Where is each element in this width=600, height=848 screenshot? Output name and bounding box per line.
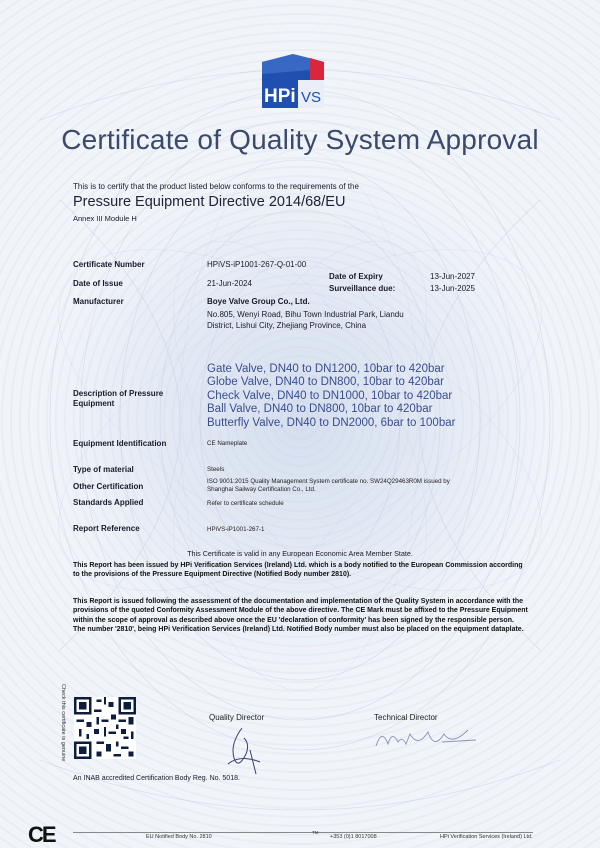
other-certification-label: Other Certification [73, 482, 144, 491]
type-of-material-label: Type of material [73, 465, 134, 474]
quality-director-signature [220, 724, 270, 776]
equipment-identification-label: Equipment Identification [73, 439, 167, 448]
manufacturer-address-line-2: District, Lishui City, Zhejiang Province, China [207, 321, 367, 330]
quality-director-title: Quality Director [209, 713, 265, 722]
validity-statement: This Certificate is valid in any European Economic Area Member State. [187, 549, 413, 558]
svg-text:HPi: HPi [264, 86, 296, 107]
footer-tm: TM [312, 830, 319, 835]
other-certification-line-1: ISO 9001:2015 Quality Management System certificate no. SW24Q29463R0M issued by [207, 478, 450, 485]
description-label-line-1: Description of Pressure [73, 389, 164, 398]
footer-company: HPi Verification Services (Ireland) Ltd. [440, 834, 533, 840]
date-of-expiry-value: 13-Jun-2027 [430, 272, 475, 281]
manufacturer-address-line-1: No.805, Wenyi Road, Bihu Town Industrial Park, Liandu [207, 310, 404, 319]
footer-divider [73, 832, 533, 833]
manufacturer-label: Manufacturer [73, 297, 124, 306]
equipment-item: Globe Valve, DN40 to DN800, 10bar to 420bar [207, 376, 444, 389]
verification-qr-code[interactable] [74, 697, 136, 759]
date-of-issue-value: 21-Jun-2024 [207, 279, 252, 288]
surveillance-due-label: Surveillance due: [329, 284, 396, 293]
equipment-item: Gate Valve, DN40 to DN1200, 10bar to 420bar [207, 363, 445, 375]
equipment-item: Butterfly Valve, DN40 to DN2000, 6bar to 100bar [207, 416, 456, 429]
report-reference-value: HPiVS-iP1001-267-1 [207, 526, 265, 533]
equipment-item: Ball Valve, DN40 to DN800, 10bar to 420bar [207, 403, 433, 416]
equipment-item: Check Valve, DN40 to DN1000, 10bar to 420bar [207, 389, 453, 402]
assessment-paragraph: This Report is issued following the assessment of the documentation and implementation of the Quality System in accordance with the provisions of the quoted Conformity Assessment Module of the above directive. The CE Mark must be affixed to the Pressure Equipment within the scope of approval as described above once the EU 'declaration of conformity' has been signed by the responsible person. The number '2810', being HPi Verification Services (Ireland) Ltd. Notified Body number must also be placed on the equipment dataplate. [73, 598, 528, 634]
technical-director-title: Technical Director [374, 713, 438, 722]
description-label-line-2: Equipment [73, 399, 115, 409]
date-of-issue-label: Date of Issue [73, 279, 123, 288]
certificate-number-value: HPiVS-iP1001-267-Q-01-00 [207, 260, 307, 269]
directive-title: Pressure Equipment Directive 2014/68/EU [73, 194, 346, 210]
certificate-number-label: Certificate Number [73, 260, 145, 269]
inab-accreditation: An INAB accredited Certification Body Reg. No. 5018. [73, 775, 240, 782]
other-certification-line-2: Shanghai Sailway Certification Co., Ltd. [207, 486, 316, 494]
technical-director-signature [372, 722, 482, 754]
svg-text:VS: VS [301, 89, 322, 106]
certificate-title: Certificate of Quality System Approval [61, 124, 539, 155]
intro-text: This is to certify that the product listed below conforms to the requirements of the [73, 182, 359, 191]
date-of-expiry-label: Date of Expiry [329, 272, 383, 281]
footer-phone: +353 (0)1 8017008 [330, 834, 377, 840]
equipment-description-list [207, 363, 455, 430]
description-label [73, 389, 163, 410]
other-certification-value [207, 478, 450, 495]
notified-body-paragraph: This Report has been issued by HPi Verification Services (Ireland) Ltd. which is a body notified to the European Commission according to the provisions of the Pressure Equipment Directive (Notified Body number 2810). [73, 562, 523, 579]
equipment-identification-value: CE Nameplate [207, 440, 248, 447]
standards-applied-label: Standards Applied [73, 498, 144, 507]
manufacturer-name: Boye Valve Group Co., Ltd. [207, 297, 310, 306]
report-reference-label: Report Reference [73, 524, 140, 533]
standards-applied-value: Refer to certificate schedule [207, 500, 284, 507]
footer-notified-body: EU Notified Body No. 2810 [146, 834, 212, 840]
hpi-vs-logo [258, 52, 328, 116]
type-of-material-value: Steels [207, 466, 225, 473]
qr-caption: Check this certificate is genuine [60, 684, 66, 762]
annex-text: Annex III Module H [73, 214, 137, 223]
ce-mark: CE [28, 822, 55, 847]
surveillance-due-value: 13-Jun-2025 [430, 284, 475, 293]
